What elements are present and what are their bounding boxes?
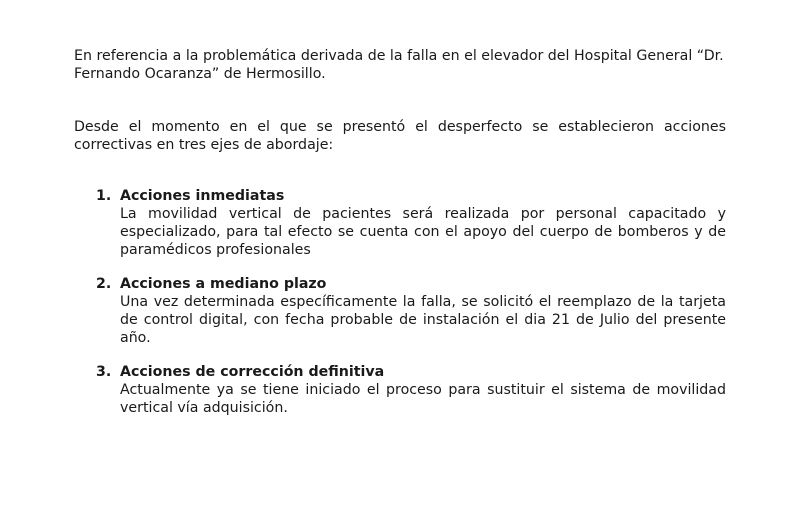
list-item-title: Acciones inmediatas [120,188,285,204]
list-item-text: Una vez determinada específicamente la falla, se solicitó el reemplazo de la tarjeta de control digital, con fecha probable de instalación el dia 21 de Julio del presente año. [120,294,726,346]
list-item-title: Acciones a mediano plazo [120,276,327,292]
list-item-number: 1. [96,188,112,204]
list-item-text: Actualmente ya se tiene iniciado el proceso para sustituir el sistema de movilidad vertical vía adquisición. [120,382,726,416]
intro-paragraph: En referencia a la problemática derivada de la falla en el elevador del Hospital General “Dr. Fernando Ocaranza” de Hermosillo. [74,48,724,82]
list-item-text: La movilidad vertical de pacientes será realizada por personal capacitado y especializado, para tal efecto se cuenta con el apoyo del cuerpo de bomberos y de paramédicos profesionales [120,206,726,258]
list-item-number: 2. [96,276,112,292]
list-item-title: Acciones de corrección definitiva [120,364,385,380]
actions-intro-paragraph: Desde el momento en el que se presentó el desperfecto se establecieron acciones correctivas en tres ejes de abordaje: [74,119,726,153]
list-item-number: 3. [96,364,112,380]
list-item-content [120,363,726,417]
list-item-content [120,275,726,347]
list-item-content [120,187,726,259]
